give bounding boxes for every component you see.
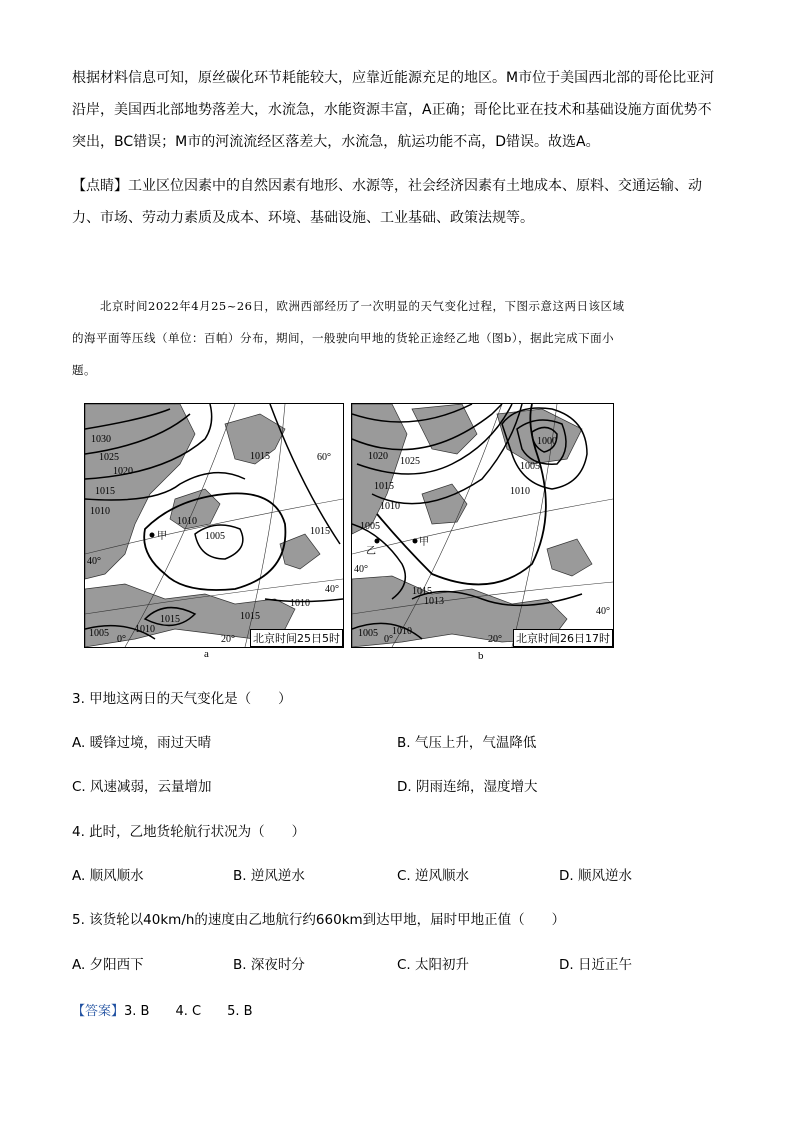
map-a-graphic [85,404,343,647]
isobar-label: 1010 [380,501,400,512]
graticule-label: 0° [117,634,126,645]
isobar-label: 1010 [90,506,110,517]
isobar-label: 1015 [412,586,432,597]
isobar-label: 1005 [89,628,109,639]
graticule-label: 0° [384,634,393,645]
isobar-label: 1015 [250,451,270,462]
isobar-label: 1010 [510,486,530,497]
graticule-label: 20° [488,634,502,645]
q4-option-b[interactable]: B. 逆风逆水 [233,868,305,884]
q4-option-d[interactable]: D. 顺风逆水 [559,868,632,884]
map-b-caption: b [478,650,484,662]
isobar-label: 1005 [360,521,380,532]
point-jia-a: 甲 [157,531,167,542]
graticule-label: 40° [596,606,610,617]
isobar-label: 1025 [400,456,420,467]
question-3-stem: 3. 甲地这两日的天气变化是（ ） [72,691,292,707]
isobar-label: 1015 [310,526,330,537]
map-b-time-label: 北京时间26日17时 [513,629,613,647]
graticule-label: 40° [87,556,101,567]
map-a-caption: a [204,648,209,660]
isobar-label: 1015 [95,486,115,497]
note-line: 【点睛】工业区位因素中的自然因素有地形、水源等，社会经济因素有土地成本、原料、交通运输、动 [72,178,702,194]
q4-option-a[interactable]: A. 顺风顺水 [72,868,144,884]
stem-line: 的海平面等压线（单位：百帕）分布，期间，一般驶向甲地的货轮正途经乙地（图b），据此完成下面小 [72,331,615,345]
isobar-label: 1010 [135,624,155,635]
analysis-paragraph [72,62,727,158]
note-line: 力、市场、劳动力素质及成本、环境、基础设施、工业基础、政策法规等。 [72,210,534,226]
stem-line: 北京时间2022年4月25~26日，欧洲西部经历了一次明显的天气变化过程，下图示意这两日该区域 [100,299,625,313]
note-paragraph [72,170,727,234]
q3-option-a[interactable]: A. 暖锋过境，雨过天晴 [72,735,212,751]
analysis-line: 根据材料信息可知，原丝碳化环节耗能较大，应靠近能源充足的地区。M市位于美国西北部的哥伦比亚河 [72,70,715,86]
point-jia-b: 甲 [419,537,429,548]
isobar-label: 1025 [99,452,119,463]
answer-line [72,1000,253,1019]
q3-option-b[interactable]: B. 气压上升，气温降低 [397,735,537,751]
isobar-label: 1010 [392,626,412,637]
question-stem [72,290,732,386]
isobar-label: 1020 [368,451,388,462]
q5-option-c[interactable]: C. 太阳初升 [397,957,470,973]
isobar-label: 1020 [113,466,133,477]
isobar-label: 1015 [374,481,394,492]
graticule-label: 20° [221,634,235,645]
isobar-map-b [351,403,614,648]
question-4-stem: 4. 此时，乙地货轮航行状况为（ ） [72,824,306,840]
q5-option-a[interactable]: A. 夕阳西下 [72,957,144,973]
stem-line: 题。 [72,363,96,377]
q4-option-c[interactable]: C. 逆风顺水 [397,868,470,884]
q3-option-d[interactable]: D. 阴雨连绵，湿度增大 [397,779,538,795]
q5-option-b[interactable]: B. 深夜时分 [233,957,305,973]
analysis-line: 沿岸，美国西北部地势落差大，水流急，水能资源丰富，A正确；哥伦比亚在技术和基础设施方面优势不 [72,102,712,118]
isobar-label: 1005 [520,461,540,472]
isobar-label: 1015 [240,611,260,622]
answer-text: 3. B 4. C 5. B [124,1004,253,1019]
question-5-stem: 5. 该货轮以40km/h的速度由乙地航行约660km到达甲地，届时甲地正值（ ） [72,912,566,928]
isobar-map-a [84,403,344,648]
graticule-label: 60° [317,452,331,463]
point-yi-b: 乙 [366,546,376,557]
graticule-label: 40° [325,584,339,595]
isobar-label: 1015 [160,614,180,625]
map-a-time-label: 北京时间25日5时 [250,629,343,647]
answer-tag: 【答案】 [72,1004,125,1019]
map-b-graphic [352,404,613,647]
isobar-label: 1010 [177,516,197,527]
isobar-label: 1030 [91,434,111,445]
isobar-label: 1005 [205,531,225,542]
isobar-label: 1013 [424,596,444,607]
graticule-label: 40° [354,564,368,575]
analysis-line: 突出，BC错误；M市的河流流经区落差大，水流急，航运功能不高，D错误。故选A。 [72,134,600,150]
isobar-label: 1010 [290,598,310,609]
isobar-label: 1005 [358,628,378,639]
isobar-label: 1000 [537,436,557,447]
q3-option-c[interactable]: C. 风速减弱，云量增加 [72,779,212,795]
q5-option-d[interactable]: D. 日近正午 [559,957,632,973]
